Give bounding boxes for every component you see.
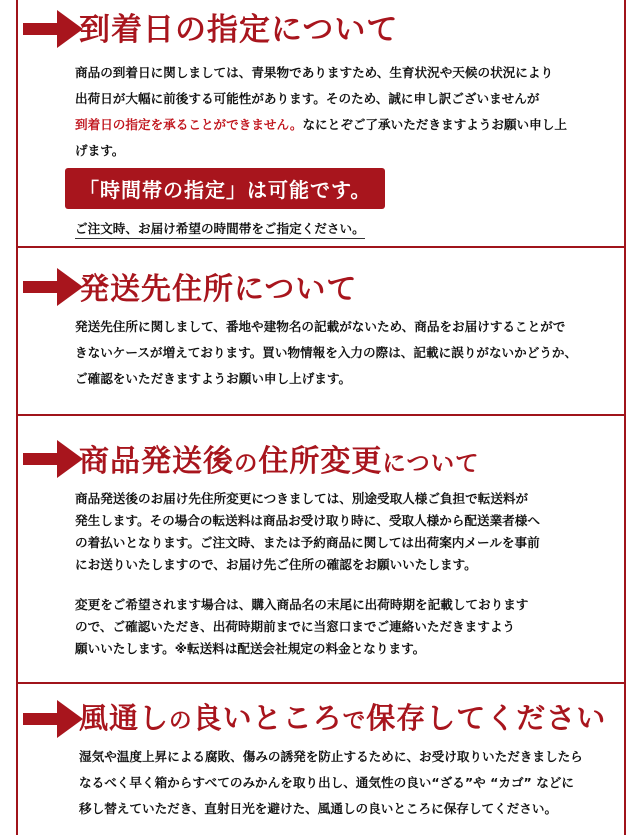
section-body bbox=[75, 60, 606, 164]
section-arrival-date bbox=[17, 0, 624, 248]
section-address-change bbox=[17, 416, 624, 684]
highlight-text: 到着日の指定を承ることができません。 bbox=[75, 117, 303, 132]
badge-wrapper bbox=[65, 168, 385, 209]
time-slot-badge: 「時間帯の指定」は可能です。 bbox=[65, 168, 385, 209]
body-line: 商品発送後のお届け先住所変更につきましては、別途受取人様ご負担で転送料が bbox=[75, 491, 529, 506]
body-line: 発送先住所に関しまして、番地や建物名の記載がないため、商品をお届けすることがで bbox=[75, 319, 566, 334]
section-body bbox=[75, 314, 606, 392]
section-heading bbox=[17, 684, 624, 744]
title-part: 良いところ bbox=[192, 701, 343, 735]
note-wrapper bbox=[75, 218, 365, 239]
body-line: げます。 bbox=[75, 143, 125, 158]
title-part: 住所変更 bbox=[258, 444, 383, 479]
body-line: 商品の到着日に関しましては、青果物でありますため、生育状況や天候の状況により bbox=[75, 65, 554, 80]
body-line: 発生します。その場合の転送料は商品お受け取り時に、受取人様から配送業者様へ bbox=[75, 513, 540, 528]
section-shipping-address bbox=[17, 248, 624, 416]
body-line: 変更をご希望されます場合は、購入商品名の末尾に出荷時期を記載しております bbox=[75, 597, 529, 612]
body-line: ので、ご確認いただき、出荷時期前までに当窓口までご連絡いただきますよう bbox=[75, 619, 516, 634]
section-heading bbox=[17, 0, 624, 60]
title-part: で bbox=[342, 708, 367, 734]
body-line: なるべく早く箱からすべてのみかんを取り出し、通気性の良い“ざる”や “カゴ” などに bbox=[79, 775, 574, 790]
section-storage bbox=[17, 684, 624, 835]
section-heading bbox=[17, 416, 624, 479]
body-line: ご確認をいただきますようお願い申し上げます。 bbox=[75, 371, 352, 386]
arrow-right-icon bbox=[21, 264, 85, 310]
body-line: にお送りいたしますので、お届け先ご住所の確認をお願いいたします。 bbox=[75, 557, 477, 572]
title-part: 商品発送後 bbox=[79, 444, 234, 479]
body-line: 出荷日が大幅に前後する可能性があります。そのため、誠に申し訳ございませんが bbox=[75, 91, 540, 106]
section-title: 到着日の指定について bbox=[79, 12, 399, 48]
title-part: 保存してください bbox=[366, 701, 607, 735]
body-line: 移し替えていただき、直射日光を避けた、風通しの良いところに保存してください。 bbox=[79, 801, 558, 816]
section-title bbox=[79, 436, 480, 480]
arrow-right-icon bbox=[21, 696, 85, 742]
body-line: きないケースが増えております。買い物情報を入力の際は、記載に誤りがないかどうか、 bbox=[75, 345, 578, 360]
section-title: 発送先住所について bbox=[79, 272, 358, 307]
body-line: 湿気や温度上昇による腐敗、傷みの誘発を防止するために、お受け取りいただきましたら bbox=[79, 749, 583, 764]
body-line: の着払いとなります。ご注文時、または予約商品に関しては出荷案内メールを事前 bbox=[75, 535, 540, 550]
frame-right-border bbox=[624, 0, 626, 835]
section-body bbox=[79, 744, 618, 822]
body-line: 願いいたします。※転送料は配送会社規定の料金となります。 bbox=[75, 641, 426, 656]
section-title bbox=[79, 696, 606, 737]
arrow-right-icon bbox=[21, 436, 85, 482]
body-text: なにとぞご了承いただきますようお願い申し上 bbox=[302, 117, 567, 132]
title-part: について bbox=[382, 449, 480, 477]
time-slot-note: ご注文時、お届け希望の時間帯をご指定ください。 bbox=[75, 218, 365, 239]
title-part: の bbox=[234, 449, 259, 477]
section-heading bbox=[17, 248, 624, 308]
paragraph-spacer bbox=[75, 576, 606, 594]
title-part: 風通し bbox=[79, 701, 170, 735]
section-body bbox=[75, 488, 606, 660]
body-line bbox=[75, 112, 606, 138]
arrow-right-icon bbox=[21, 6, 85, 52]
title-part: の bbox=[169, 708, 193, 734]
